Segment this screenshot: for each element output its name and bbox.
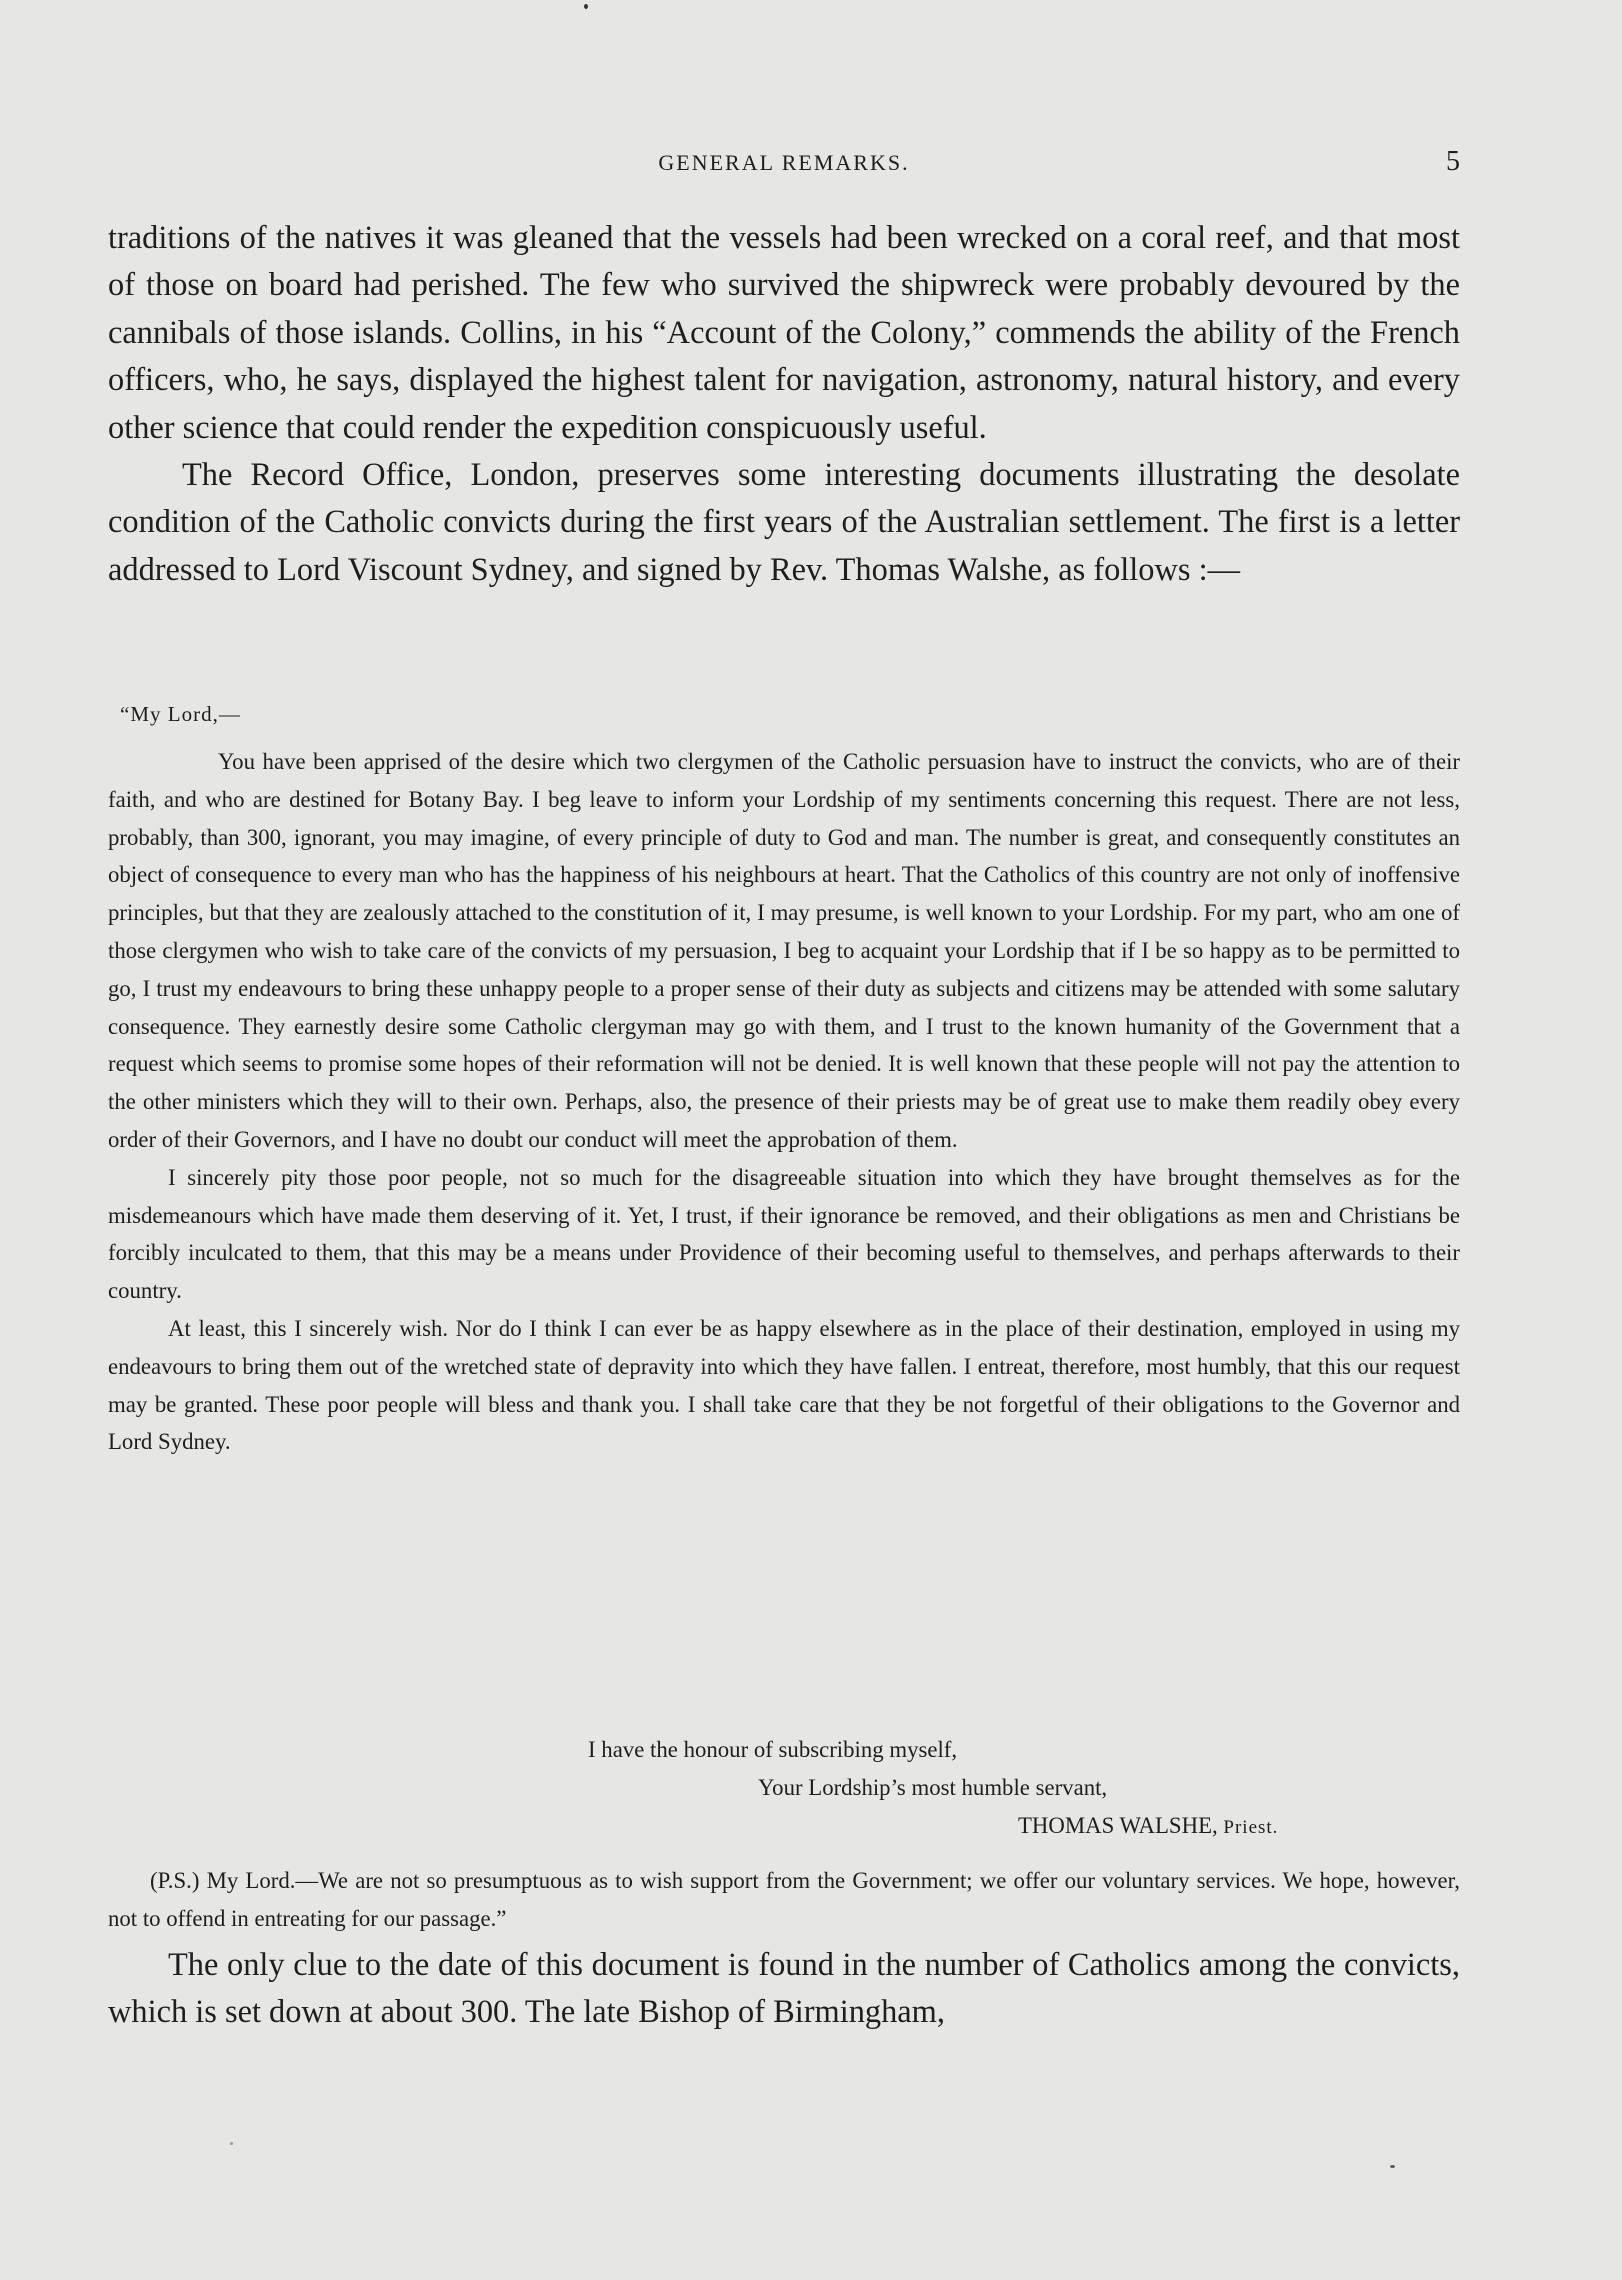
page-number: 5 <box>1446 146 1460 177</box>
intro-paragraph-2: The Record Office, London, preserves some interesting documents illustrating the desolate condition of the Catholic convicts during the first years of the Australian settlement. The first is a letter addressed to Lord Viscount Sydney, and signed by Rev. Thomas Walshe, as follows :— <box>108 457 1460 588</box>
intro-paragraph-1: traditions of the natives it was gleaned that the vessels had been wrecked on a coral reef, and that most of those on board had perished. The few who survived the shipwreck were probably devoured by the cannibals of those islands. Collins, in his “Account of the Colony,” commends the ability of the French officers, who, he says, displayed the highest talent for navigation, astronomy, natural history, and every other science that could render the expedition conspicuously useful. <box>108 220 1460 446</box>
intro-text <box>108 215 1460 594</box>
letter-salutation <box>120 702 241 727</box>
signature-title: Priest. <box>1223 1817 1279 1838</box>
running-head <box>108 146 1460 182</box>
closing-line-1: I have the honour of subscribing myself, <box>588 1737 958 1762</box>
outro-paragraph-1: The only clue to the date of this document is found in the number of Catholics among the convicts, which is set down at about 300. The late Bishop of Birmingham, <box>108 1947 1460 2031</box>
outro-text <box>108 1942 1460 2037</box>
signature <box>1018 1808 1278 1846</box>
speck-mark <box>230 2142 233 2145</box>
letter-paragraph-3: At least, this I sincerely wish. Nor do I think I can ever be as happy elsewhere as in the place of their destination, employed in using my endeavours to bring them out of the wretched state of depravity into which they have fallen. I entreat, therefore, most humbly, that this our request may be granted. These poor people will bless and thank you. I shall take care that they be not forgetful of their obligations to the Governor and Lord Sydney. <box>108 1315 1460 1455</box>
speck-mark <box>584 4 588 9</box>
letter-body <box>108 743 1460 1461</box>
letter-paragraph-1: You have been apprised of the desire which two clergymen of the Catholic persuasion have to instruct the convicts, who are of their faith, and who are destined for Botany Bay. I beg leave to inform your Lordship of my sentiments concerning this request. There are not less, probably, than 300, ignorant, you may imagine, of every principle of duty to God and man. The number is great, and consequently constitutes an object of consequence to every man who has the happiness of his neighbours at heart. That the Catholics of this country are not only of inoffensive principles, but that they are zealously attached to the constitution of it, I may presume, is well known to your Lordship. For my part, who am one of those clergymen who wish to take care of the convicts of my persuasion, I beg to acquaint your Lordship that if I be so happy as to be permitted to go, I trust my endeavours to bring these unhappy people to a proper sense of their duty as subjects and citizens may be attended with some salutary consequence. They earnestly desire some Catholic clergyman may go with them, and I trust to the known humanity of the Government that a request which seems to promise some hopes of their reformation will not be denied. It is well known that these people will not pay the attention to the other ministers which they will to their own. Perhaps, also, the presence of their priests may be of great use to make them readily obey every order of their Governors, and I have no doubt our conduct will meet the approbation of them. <box>108 749 1460 1152</box>
signature-name: THOMAS WALSHE, <box>1018 1813 1218 1838</box>
closing-line-2: Your Lordship’s most humble servant, <box>758 1775 1108 1800</box>
postscript-block <box>108 1862 1460 1938</box>
running-title: GENERAL REMARKS. <box>658 150 910 175</box>
salutation-text: “My Lord,— <box>120 702 241 726</box>
postscript: (P.S.) My Lord.—We are not so presumptuous as to wish support from the Government; we offer our voluntary services. We hope, however, not to offend in entreating for our passage.” <box>108 1868 1460 1931</box>
speck-mark <box>1390 2165 1395 2168</box>
letter-paragraph-2: I sincerely pity those poor people, not so much for the disagreeable situation into which they have brought themselves as for the misdemeanours which have made them deserving of it. Yet, I trust, if their ignorance be removed, and their obligations as men and Christians be forcibly inculcated to them, that this may be a means under Providence of their becoming useful to themselves, and perhaps afterwards to their country. <box>108 1164 1460 1304</box>
